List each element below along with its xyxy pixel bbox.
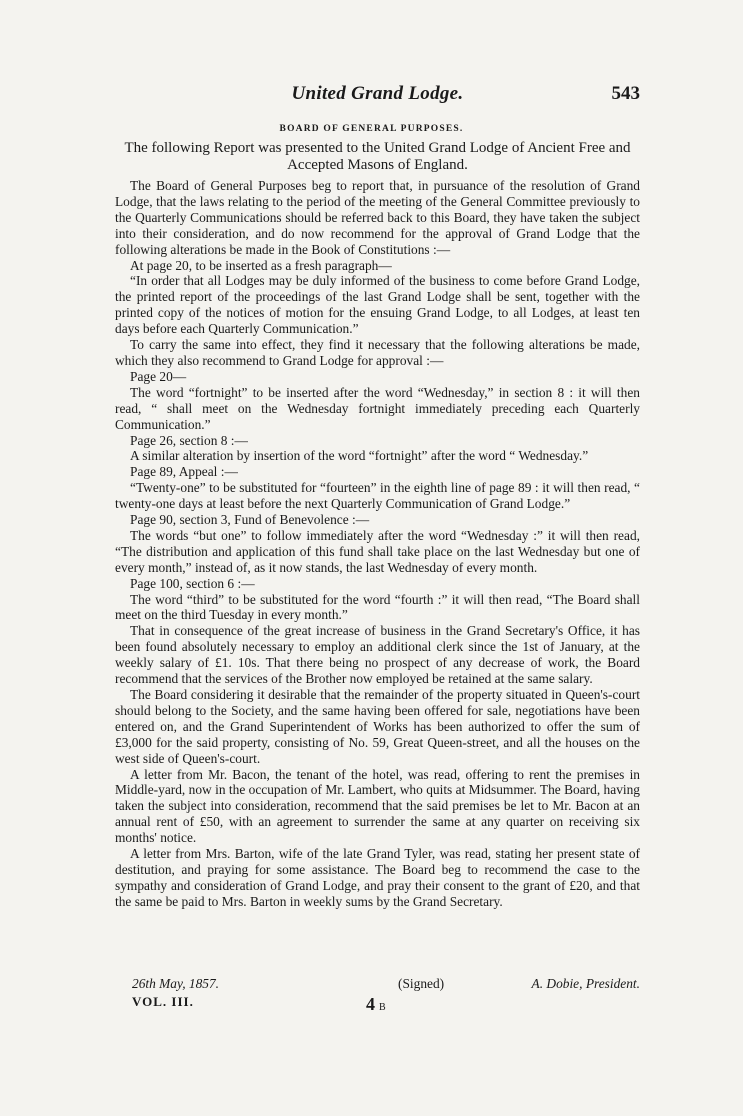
paragraph-page-20-insert: At page 20, to be inserted as a fresh paragraph— — [130, 257, 392, 273]
volume-label: VOL. III. — [132, 994, 194, 1009]
paragraph-resolution: The Board of General Purposes beg to report that, in pursuance of the resolution of Grand Lodge, that the laws relating to the period of the meeting of the General Committee previously to the Quarterly Communications should be referred back to this Board, they have taken the subject into their consideration, and do now recommend for the approval of Grand Lodge that the following alterations be made in the Book of Constitutions :— — [115, 178, 640, 257]
paragraph-alterations: To carry the same into effect, they find it necessary that the following alterations be made, which they also recommend to Grand Lodge for approval :— — [115, 337, 640, 368]
paragraph-label-page-90: Page 90, section 3, Fund of Benevolence :— — [130, 512, 370, 528]
page-number: 543 — [611, 83, 640, 104]
sheet-signature: 4 B — [366, 994, 386, 1014]
running-head — [115, 83, 640, 107]
signature-line — [132, 976, 640, 994]
running-title: United Grand Lodge. — [291, 83, 464, 104]
paragraph-fortnight: The word “fortnight” to be inserted after the word “Wednesday,” in section 8 : it will then read, “ shall meet on the Wednesday fortnight immediately preceding each Quarterly Communication.” — [115, 384, 640, 432]
paragraph-label-page-20: Page 20— — [130, 368, 187, 384]
paragraph-quote-lodges: “In order that all Lodges may be duly informed of the business to come before Grand Lodge, the printed report of the proceedings of the last Grand Lodge shall be sent, together with the printed copy of the notices of motion for the ensuing Grand Lodge, to all Lodges, at least ten days before each Quarterly Communication.” — [115, 273, 640, 337]
page-footer — [132, 994, 640, 1012]
signatory-name: A. Dobie, President. — [531, 976, 640, 991]
paragraph-mrs-barton: A letter from Mrs. Barton, wife of the late Grand Tyler, was read, stating her present state of destitution, and praying for some assistance. The Board beg to recommend the case to the sympathy and consideration of Grand Lodge, and pray their consent to the grant of £20, and that the same be paid to Mrs. Barton in weekly sums by the Grand Secretary. — [115, 846, 640, 909]
paragraph-similar-alteration: A similar alteration by insertion of the word “fortnight” after the word “ Wednesday.” — [130, 448, 589, 464]
report-body — [115, 178, 640, 910]
signature-date: 26th May, 1857. — [132, 976, 220, 991]
paragraph-mr-bacon: A letter from Mr. Bacon, the tenant of the hotel, was read, offering to rent the premises in Middle-yard, now in the occupation of Mr. Lambert, who quits at Midsummer. The Board, having taken the subject into consideration, recommend that the said premises be let to Mr. Bacon at an annual rent of £50, with an agreement to surrender the same at any quarter on receiving six months' notice. — [115, 766, 640, 846]
report-intro: The following Report was presented to the United Grand Lodge of Ancient Free and Accepted Masons of England. — [124, 140, 631, 173]
paragraph-queens-court: The Board considering it desirable that the remainder of the property situated in Queen's-court should belong to the Society, and the same having been offered for sale, negotiations have been entered on, and the Grand Superintendent of Works has been authorized to offer the sum of £3,000 for the said property, consisting of No. 59, Great Queen-street, and all the houses on the west side of Queen's-court. — [115, 687, 640, 766]
paragraph-but-one: The words “but one” to follow immediately after the word “Wednesday :” it will then read, “The distribution and application of this fund shall take place on the last Wednesday but one of every month,” instead of, as it now stands, the last Wednesday of every month. — [115, 527, 640, 575]
section-heading: BOARD OF GENERAL PURPOSES. — [279, 124, 464, 134]
paragraph-third: The word “third” to be substituted for the word “fourth :” it will then read, “The Board shall meet on the third Tuesday in every month.” — [115, 591, 640, 623]
paragraph-label-page-89: Page 89, Appeal :— — [130, 464, 238, 480]
paragraph-clerk: That in consequence of the great increase of business in the Grand Secretary's Office, it has been found absolutely necessary to employ an additional clerk since the 1st of January, at the weekly salary of £1. 10s. That there being no prospect of any decrease of work, the Board recommend that the services of the Brother now employed be retained at the same salary. — [115, 623, 640, 687]
paragraph-twenty-one: “Twenty-one” to be substituted for “fourteen” in the eighth line of page 89 : it will then read, “ twenty-one days at least before the next Quarterly Communication of Grand Lodge.” — [115, 480, 640, 512]
paragraph-label-page-100: Page 100, section 6 :— — [130, 575, 255, 591]
signed-label: (Signed) — [398, 976, 445, 991]
paragraph-label-page-26: Page 26, section 8 :— — [130, 432, 248, 448]
